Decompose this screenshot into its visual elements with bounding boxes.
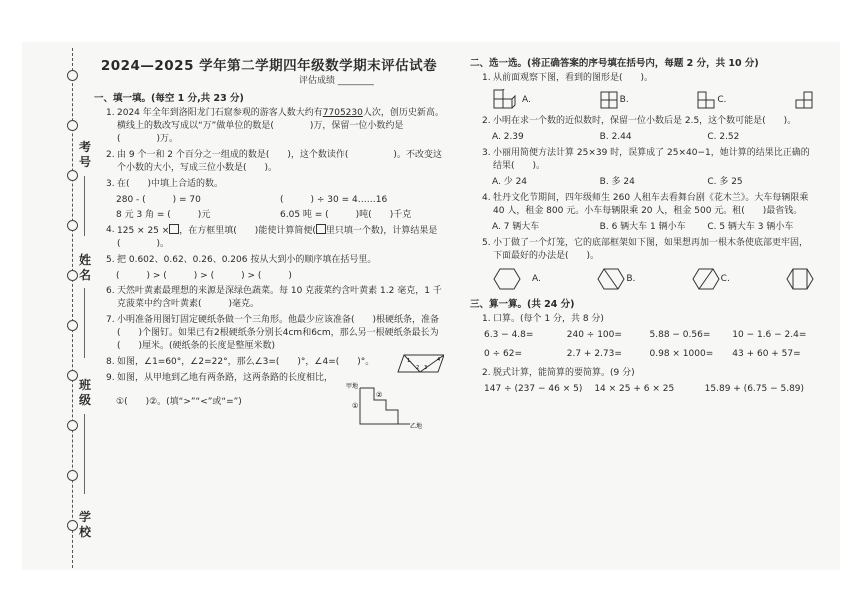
option-b: B. 2.44 <box>599 132 632 142</box>
choose-question-2 <box>482 115 815 128</box>
fill-question-4 <box>106 224 444 251</box>
binding-label-xuexiao: 学校 <box>78 510 91 539</box>
cube-stack-figure <box>492 89 522 111</box>
section-fill-header: 一、填一填。(每空 1 分,共 23 分) <box>94 93 244 104</box>
oral-item: 2.7 + 2.73= <box>566 349 622 359</box>
question-text: 2024 年全年到洛阳龙门石窟参观的游客人数大约有 <box>117 108 323 118</box>
hexagon-option-c <box>785 267 815 291</box>
underlined-number: 7705230 <box>322 108 363 118</box>
choose-question-1 <box>482 72 815 85</box>
question-text: 小丽用简便方法计算 25×39 时，误算成了 25×40−1，她计算的结果比正确的结果( )。 <box>493 148 810 171</box>
option-c: C. 5 辆大车 3 辆小车 <box>707 222 794 232</box>
option-a: A. 2.39 <box>492 132 524 142</box>
question-text: 脱式计算，能简算的要简算。(9 分) <box>493 368 635 378</box>
choose-q3-options <box>492 176 815 189</box>
question-number: 3. <box>482 148 491 158</box>
fill-question-8 <box>106 356 444 369</box>
binding-hole <box>67 520 78 531</box>
oral-calc-row <box>484 329 815 342</box>
hexagon-frame-figure <box>492 267 532 291</box>
view-shape-a <box>600 90 620 110</box>
place-label-yi: 乙地 <box>410 423 423 430</box>
binding-label-kaohao: 考号 <box>78 140 91 169</box>
route-label: ① <box>352 402 359 410</box>
question-text: 小明在求一个数的近似数时，保留一位小数后是 2.5，这个数可能是( )。 <box>493 116 797 126</box>
question-number: 5. <box>482 238 491 248</box>
binding-label-xingming: 姓名 <box>78 253 91 282</box>
question-number: 5. <box>106 255 115 265</box>
option-c: C. 2.52 <box>707 132 740 142</box>
question-text: 如图，从甲地到乙地有两条路，这两条路的长度相比， <box>117 373 334 383</box>
blank-item: 6.05 吨 = ( )吨( )千克 <box>280 210 412 220</box>
binding-hole <box>67 220 78 231</box>
binding-hole <box>67 470 78 481</box>
step-calc-item: 147 ÷ (237 − 46 × 5) <box>484 384 583 394</box>
question-number: 8. <box>106 357 115 367</box>
angle-label: 2 <box>416 365 420 371</box>
fill-q3-row <box>116 209 444 222</box>
question-text: 小明准备用图钉固定硬纸条做一个三角形。他最少应该准备( )根硬纸条，准备( )个图钉。如果已有2根硬纸条分别长4cm和6cm，那么另一根硬纸条最长为( )厘米。(硬纸条的长度是整厘米数) <box>117 315 440 351</box>
question-text: 如图，∠1=60°，∠2=22°，那么∠3=( )°，∠4=( )°。 <box>117 357 375 367</box>
choose-question-3 <box>482 147 815 173</box>
answer-box <box>316 224 326 234</box>
question-text: 牡丹文化节期间，四年级师生 260 人租车去看舞台剧《花木兰》。大车每辆限乘 40 人，租金 800 元。小车每辆限乘 20 人，租金 500 元。租( )最省钱。 <box>493 193 809 216</box>
exam-title: 2024—2025 学年第二学期四年级数学期末评估试卷 <box>100 58 438 74</box>
option-b: B. 6 辆大车 1 辆小车 <box>599 222 686 232</box>
oral-item: 6.3 − 4.8= <box>484 330 534 340</box>
oral-item: 5.88 − 0.56= <box>649 330 711 340</box>
option-label: A. <box>522 94 531 105</box>
blank-item: ①( )②。(填“>”“<”或“=”) <box>116 397 242 407</box>
binding-fill-line <box>84 414 85 494</box>
binding-hole <box>67 120 78 131</box>
blank-item: ( ) > ( ) > ( ) > ( ) <box>116 271 292 281</box>
fill-question-2 <box>106 149 444 175</box>
option-label: C. <box>720 273 730 284</box>
question-text: 125 × 25 × <box>117 226 170 236</box>
fill-q3-row <box>116 194 444 207</box>
oral-calc-row <box>484 348 815 361</box>
fill-question-6 <box>106 285 444 311</box>
question-text: 天然叶黄素最理想的来源是深绿色蔬菜。每 10 克菠菜约含叶黄素 1.2 毫克，1 千克菠菜中约含叶黄素( )毫克。 <box>117 286 442 309</box>
binding-hole <box>67 320 78 331</box>
binding-label-banji: 班级 <box>78 378 91 407</box>
angle-label: 1 <box>407 358 411 364</box>
choose-question-4 <box>482 192 815 218</box>
blank-item: 8 元 3 角 = ( )元 <box>116 210 211 220</box>
question-number: 4. <box>482 193 491 203</box>
view-shape-b <box>697 90 717 110</box>
question-text: 由 9 个一和 2 个百分之一组成的数是( )，这个数读作( )。不改变这个小数的大小，写成三位小数是( )。 <box>117 150 442 173</box>
option-c: C. 多 25 <box>707 177 743 187</box>
calc-question-2 <box>482 367 815 380</box>
view-shape-c <box>795 90 815 110</box>
binding-fill-line <box>84 176 85 236</box>
route-figure <box>346 382 428 430</box>
choose-q1-options <box>492 88 815 112</box>
angle-label: 4 <box>437 357 441 363</box>
question-text: 口算。(每个 1 分，共 8 分) <box>493 314 604 324</box>
binding-hole <box>67 420 78 431</box>
choose-q4-options <box>492 221 815 234</box>
score-label: 评估成绩 ________ <box>299 76 374 86</box>
question-number: 2. <box>106 150 115 160</box>
binding-strip <box>48 48 91 568</box>
option-label: B. <box>619 94 629 105</box>
calc-question-1 <box>482 313 815 326</box>
question-number: 7. <box>106 315 115 325</box>
question-text: 从前面观察下图，看到的图形是( )。 <box>493 73 654 83</box>
binding-hole <box>67 370 78 381</box>
option-a: A. 少 24 <box>492 177 528 187</box>
question-number: 9. <box>106 373 115 383</box>
option-a <box>522 90 620 110</box>
step-calc-row <box>484 383 815 396</box>
fill-question-1 <box>106 107 444 146</box>
blank-item: 280 - ( ) = 70 <box>116 195 201 205</box>
oral-item: 43 + 60 + 57= <box>732 349 801 359</box>
question-number: 2. <box>482 116 491 126</box>
oral-item: 240 ÷ 100= <box>566 330 622 340</box>
option-label: C. <box>717 94 727 105</box>
blank-item: ( ) ÷ 30 = 4……16 <box>280 195 388 205</box>
hexagon-option-a <box>596 267 626 291</box>
binding-hole <box>67 70 78 81</box>
question-number: 1. <box>482 314 491 324</box>
place-label-jia: 甲地 <box>346 383 359 390</box>
question-text: 里只填一个数)，计算结果是( )。 <box>117 226 438 249</box>
angle-label: 3 <box>424 365 428 371</box>
option-a: A. 7 辆大车 <box>492 222 540 232</box>
option-a <box>532 267 626 291</box>
question-text: 把 0.602、0.62、0.26、0.206 按从大到小的顺序填在括号里。 <box>117 255 377 265</box>
fill-question-3 <box>106 178 444 191</box>
question-text: 人次，创历史新高。横线上的数改写成以“万”做单位的数是( )万，保留一位小数约是( )万。 <box>117 108 444 144</box>
oral-item: 0.98 × 1000= <box>649 349 714 359</box>
oral-item: 0 ÷ 62= <box>484 349 522 359</box>
question-text: ，在方框里填( )能使计算简便( <box>179 226 316 236</box>
fill-q9-row <box>94 383 444 432</box>
route-label: ② <box>376 391 383 399</box>
choose-question-5 <box>482 237 815 263</box>
question-number: 1. <box>106 108 115 118</box>
question-number: 3. <box>106 179 115 189</box>
fill-question-7 <box>106 314 444 353</box>
option-b <box>620 90 718 110</box>
question-number: 6. <box>106 286 115 296</box>
option-label: A. <box>532 273 541 284</box>
binding-fill-line <box>84 288 85 358</box>
question-number: 4. <box>106 225 115 235</box>
binding-hole <box>67 270 78 281</box>
question-text: 在( )中填上合适的数。 <box>117 179 224 189</box>
question-number: 1. <box>482 73 491 83</box>
option-c <box>717 90 815 110</box>
oral-item: 10 − 1.6 − 2.4= <box>732 330 807 340</box>
hexagon-option-b <box>691 267 721 291</box>
left-column <box>94 60 444 432</box>
section-choose-header: 二、选一选。(将正确答案的序号填在括号内，每题 2 分，共 10 分) <box>470 58 759 69</box>
option-label: B. <box>626 273 636 284</box>
step-calc-item: 15.89 + (6.75 − 5.89) <box>704 384 805 394</box>
question-number: 2. <box>482 368 491 378</box>
question-text: 小丁做了一个灯笼，它的底部框架如下图，如果想再加一根木条使底部更牢固，下面最好的办法是( )。 <box>493 238 809 261</box>
fill-question-5 <box>106 254 444 267</box>
option-b: B. 多 24 <box>599 177 635 187</box>
right-column <box>470 54 815 398</box>
option-c <box>721 267 815 291</box>
step-calc-item: 14 × 25 + 6 × 25 <box>594 384 675 394</box>
choose-q5-options <box>492 266 815 292</box>
option-b <box>626 267 720 291</box>
section-calc-header: 三、算一算。(共 24 分) <box>470 299 575 310</box>
answer-box <box>169 224 179 234</box>
binding-hole <box>67 170 78 181</box>
fill-q5-row <box>116 270 444 283</box>
choose-q2-options <box>492 131 815 144</box>
